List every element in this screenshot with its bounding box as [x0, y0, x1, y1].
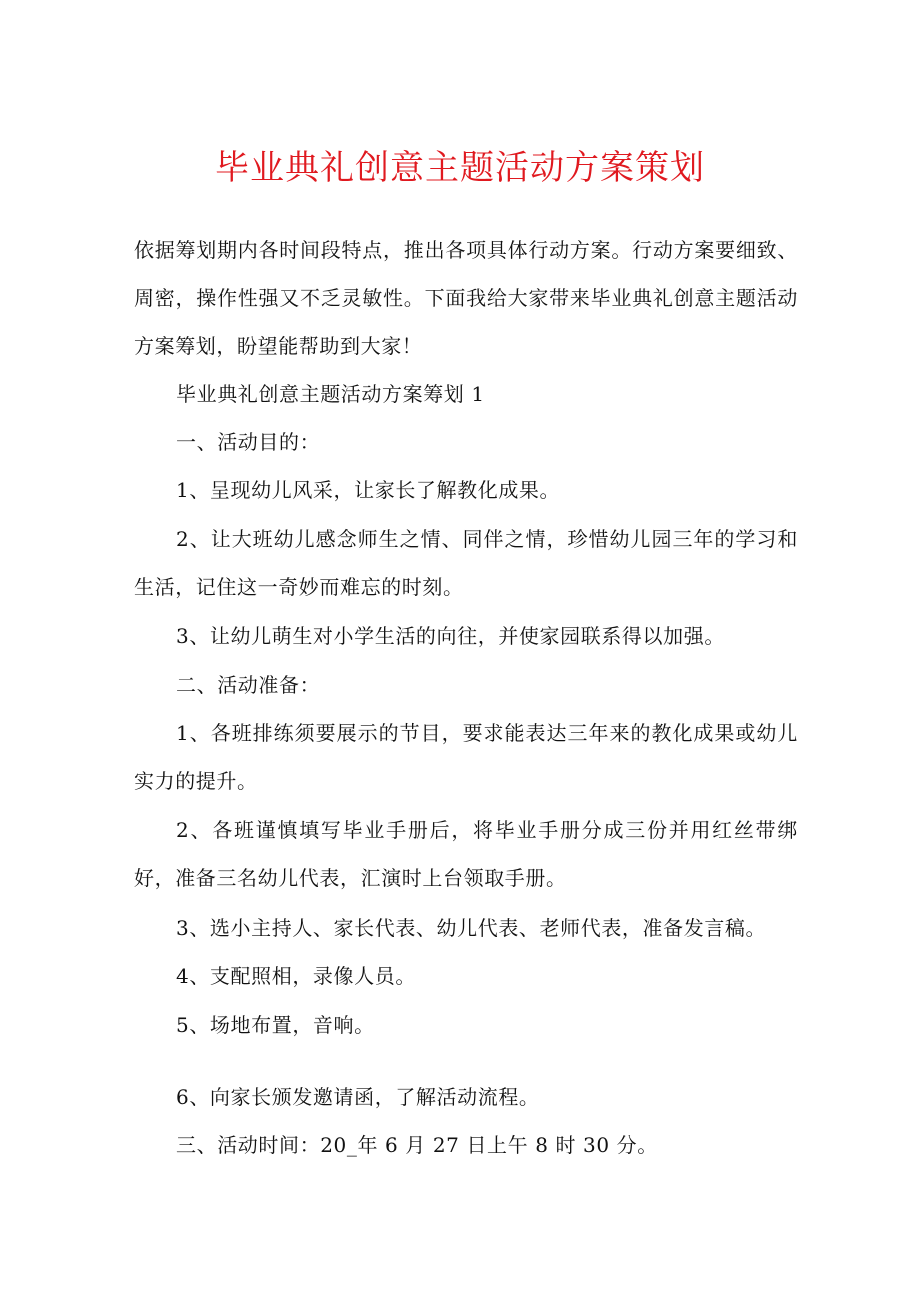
list-item-preparation-3: 3、选小主持人、家长代表、幼儿代表、老师代表，准备发言稿。 — [176, 916, 767, 940]
list-item-preparation-2: 2、各班谨慎填写毕业手册后，将毕业手册分成三份并用红丝带绑好，准备三名幼儿代表，汇演时上台领取手册。 — [134, 818, 798, 890]
section-heading-purpose: 一、活动目的： — [176, 430, 321, 454]
list-item-preparation-5: 5、场地布置，音响。 — [176, 1013, 375, 1037]
intro-paragraph: 依据筹划期内各时间段特点，推出各项具体行动方案。行动方案要细致、周密，操作性强又不乏灵敏性。下面我给大家带来毕业典礼创意主题活动方案筹划，盼望能帮助到大家！ — [134, 238, 798, 358]
document-title: 毕业典礼创意主题活动方案策划 — [215, 148, 705, 188]
list-item-preparation-1: 1、各班排练须要展示的节目，要求能表达三年来的教化成果或幼儿实力的提升。 — [134, 721, 798, 793]
section-heading-plan-1: 毕业典礼创意主题活动方案筹划 1 — [176, 382, 485, 406]
section-heading-time: 三、活动时间：20_年 6 月 27 日上午 8 时 30 分。 — [176, 1133, 658, 1157]
section-heading-preparation: 二、活动准备： — [176, 673, 321, 697]
list-item-purpose-2: 2、让大班幼儿感念师生之情、同伴之情，珍惜幼儿园三年的学习和生活，记住这一奇妙而难忘的时刻。 — [134, 527, 798, 599]
list-item-preparation-4: 4、支配照相，录像人员。 — [176, 964, 416, 988]
list-item-preparation-6: 6、向家长颁发邀请函，了解活动流程。 — [176, 1085, 540, 1109]
list-item-purpose-1: 1、呈现幼儿风采，让家长了解教化成果。 — [176, 478, 561, 502]
list-item-purpose-3: 3、让幼儿萌生对小学生活的向往，并使家园联系得以加强。 — [176, 624, 725, 648]
